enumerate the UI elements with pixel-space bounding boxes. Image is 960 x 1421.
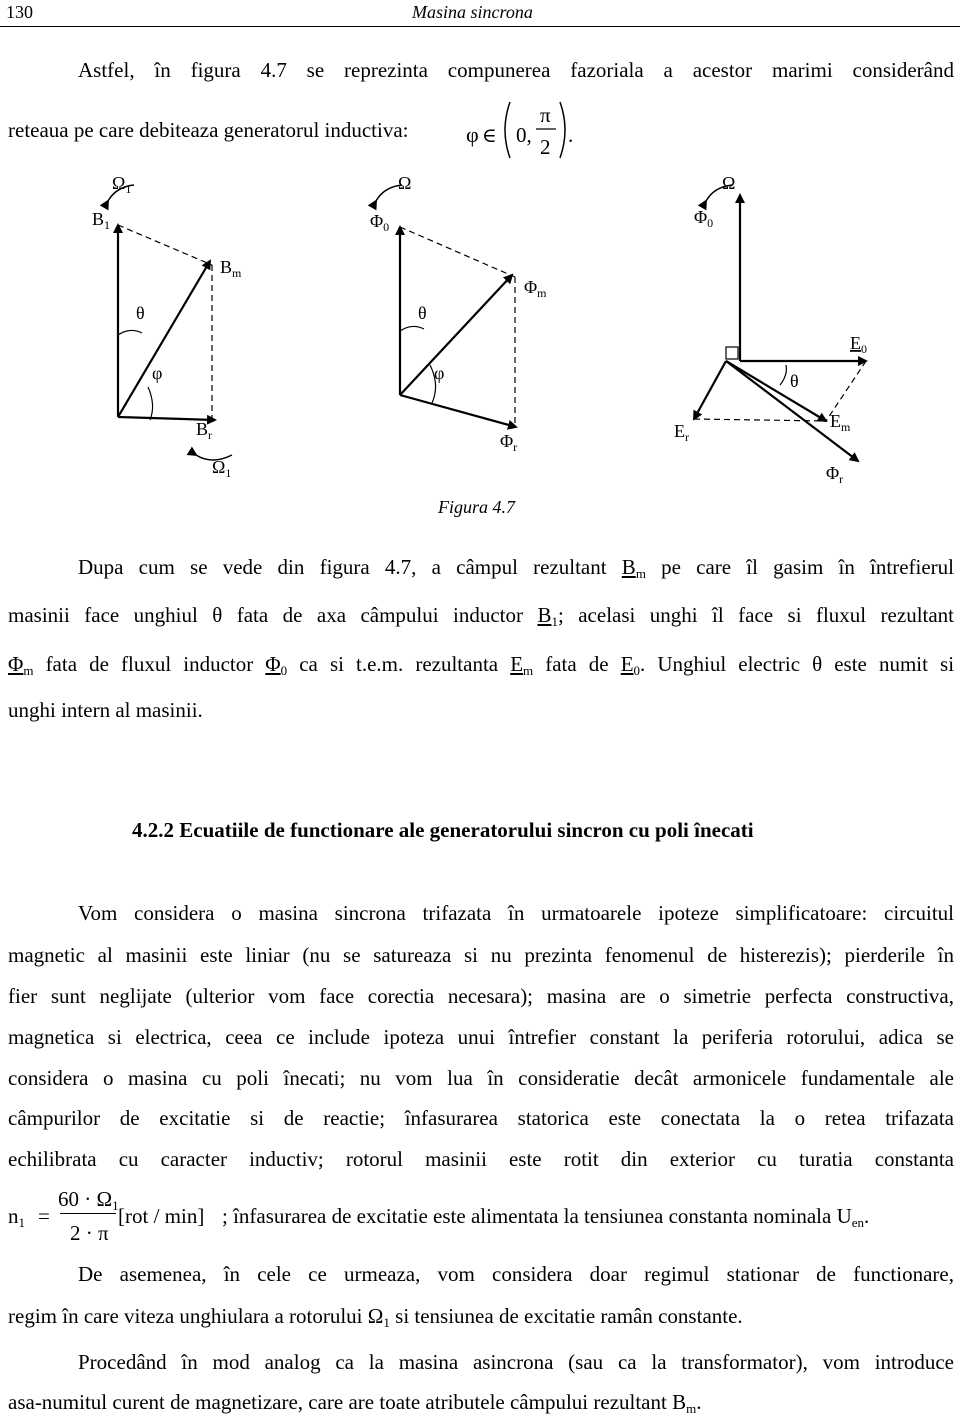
page-header [0, 0, 960, 30]
phi-symbol: φ [466, 122, 479, 147]
dashed-line-1a [118, 225, 212, 265]
period: . [568, 123, 574, 147]
right-angle-mark [726, 347, 738, 359]
para3-line-5: considera o masina cu poli înecati; nu vom lua în consideratie decât armonicele fundamentale ale [8, 1066, 954, 1090]
theta-label-1: θ [136, 303, 145, 323]
figure-4-7 [0, 165, 960, 495]
phi-label-2: φ [434, 363, 445, 383]
para3-line-7: echilibrata cu caracter inductiv; rotorul masinii este rotit din exterior cu turatia constanta [8, 1147, 954, 1171]
para3-line-2: magnetic al masinii este liniar (nu se satureaza si nu prezinta fenomenul de histerezis); pierderile în [8, 943, 954, 967]
phim-label: $\Phi_m$ [524, 277, 547, 300]
phi-arc-1 [148, 387, 153, 420]
header-rule [0, 26, 960, 27]
intro-line-2 [8, 118, 409, 142]
theta-label-2: θ [418, 303, 427, 323]
formula-equals: = [38, 1204, 50, 1228]
bm-label: $B_m$ [220, 257, 242, 280]
br-label: $B_r$ [196, 419, 213, 442]
two-denominator: 2 [540, 135, 551, 159]
formula-rest: ; înfasurarea de excitatie este alimentata la tensiunea constanta nominala $U_{en}$. [222, 1204, 870, 1230]
figure-caption: Figura 4.7 [438, 497, 516, 517]
pi-numerator: π [540, 103, 551, 127]
phi0-label-2: $\Phi_0$ [370, 211, 390, 234]
para4-line-2: regim în care viteza unghiulara a rotorului $\Omega_1$ si tensiunea de excitatie ramân constante. [8, 1304, 743, 1330]
em-label: $E_m$ [830, 411, 851, 434]
theta-label-3: θ [790, 371, 799, 391]
vector-er [694, 361, 726, 419]
vector-phir-2 [400, 395, 516, 427]
omega-label-3: Ω [722, 173, 736, 193]
omega-bottom-label-1: $\Omega_1$ [212, 457, 232, 480]
vector-em [726, 361, 826, 421]
section-heading: 4.2.2 Ecuatiile de functionare ale generatorului sincron cu poli înecati [132, 818, 754, 842]
er-label: $E_r$ [674, 421, 689, 444]
formula-denominator: 2 · π [70, 1221, 109, 1245]
theta-arc-1 [118, 330, 142, 335]
formula-unit: [rot / min] [118, 1204, 205, 1228]
para2-line-3: $\Phi_m$ fata de fluxul inductor $\Phi_0$ ca si t.e.m. rezultanta $E_m$ fata de $E_0$. Unghiul electric θ este numit si [8, 652, 955, 678]
vector-phim [400, 275, 512, 395]
dashed-line-2a [400, 227, 515, 277]
e0-label: $E_0$ [850, 333, 867, 356]
dashed-line-3b [694, 419, 826, 421]
theta-arc-2 [400, 326, 424, 331]
vector-bm [118, 261, 210, 417]
para3-line-6: câmpurilor de excitatie si de reactie; înfasurarea statorica este conectata la o retea trifazata [8, 1106, 954, 1130]
formula-fraction-bar [60, 1213, 116, 1214]
b1-label: $B_1$ [92, 209, 111, 232]
para3-line-1: Vom considera o masina sincrona trifazata în urmatoarele ipoteze simplificatoare: circuitul [78, 901, 954, 925]
phir-label-3: $\Phi_r$ [826, 463, 844, 486]
para2-line-2: masinii face unghiul θ fata de axa câmpului inductor $B_1$; acelasi unghi îl face si fluxul rezultant [8, 603, 955, 629]
running-title: Masina sincrona [412, 2, 533, 22]
page-number: 130 [6, 2, 33, 22]
phase-interval-formula [460, 98, 600, 164]
diagram-2 [370, 173, 547, 454]
para2-line-1: Dupa cum se vede din figura 4.7, a câmpul rezultant $B_m$ pe care îl gasim în întrefierul [78, 555, 955, 581]
formula-lhs: $n_1$ [8, 1204, 25, 1230]
diagram-3 [674, 173, 867, 486]
right-paren [560, 102, 565, 158]
formula-numerator: $60 \cdot \Omega_1$ [58, 1187, 119, 1213]
para4-line-1: De asemenea, în cele ce urmeaza, vom considera doar regimul stationar de functionare, [78, 1262, 954, 1286]
para2-line-4: unghi intern al masinii. [8, 698, 203, 722]
para3-line-4: magnetica si electrica, ceea ce include ipoteza unui întrefier constant la periferia rotorului, adica se [8, 1025, 954, 1049]
diagram-1 [92, 173, 242, 480]
omega-top-label-1: $\Omega_1$ [112, 173, 132, 196]
para5-line-2: asa-numitul curent de magnetizare, care are toate atributele câmpului rezultant $B_m$. [8, 1390, 702, 1416]
phir-label-2: $\Phi_r$ [500, 431, 518, 454]
phi-label-1: φ [152, 363, 163, 383]
element-of-symbol: ∈ [482, 125, 497, 147]
phi0-label-3: $\Phi_0$ [694, 207, 714, 230]
left-paren [505, 102, 510, 158]
omega-label-2: Ω [398, 173, 412, 193]
theta-arc-3 [780, 365, 786, 385]
para3-line-3: fier sunt neglijate (ulterior vom face corectia necesara); masina are o simetrie perfecta constructiva, [8, 984, 954, 1008]
intro-line-2-text: reteaua pe care debiteaza generatorul inductiva: [8, 118, 409, 142]
para5-line-1: Procedând în mod analog ca la masina asincrona (sau ca la transformator), vom introduce [78, 1350, 954, 1374]
intro-line-1: Astfel, în figura 4.7 se reprezinta compunerea fazoriala a acestor marimi considerând [78, 58, 954, 82]
interval-start: 0, [516, 123, 532, 147]
